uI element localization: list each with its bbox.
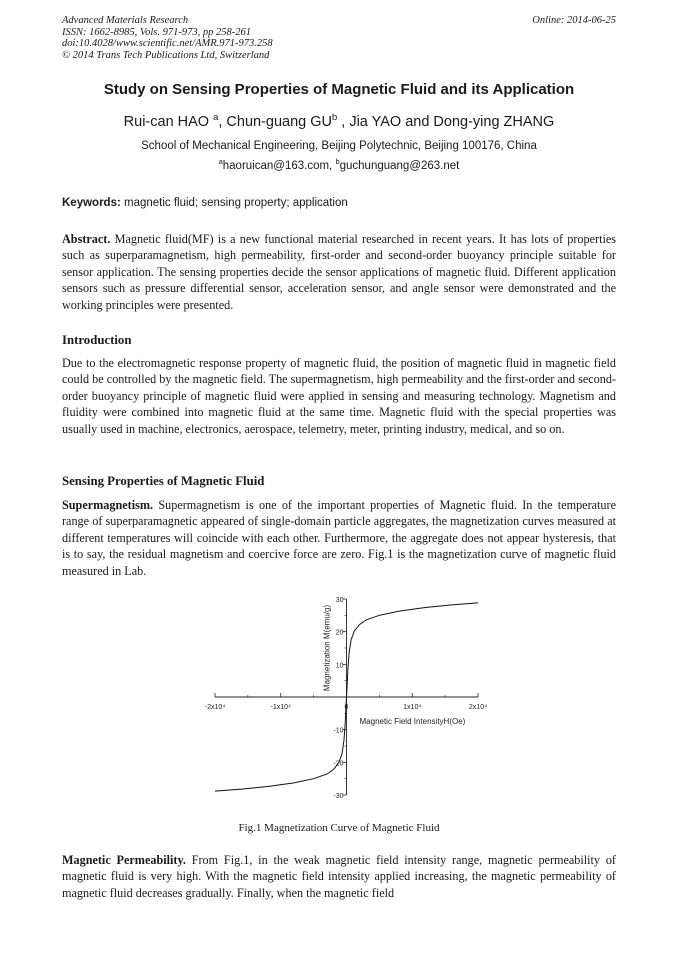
keywords-text: magnetic fluid; sensing property; application: [120, 197, 348, 209]
email-a[interactable]: haoruican@163.com,: [222, 160, 336, 172]
author-2-sup: b: [332, 111, 338, 123]
permeability-text: From Fig.1, in the weak magnetic field intensity range, magnetic permeability of magnetic fluid is very high. With the magnetic field intensity applied increasing, the magnetic permeability of magnetic fluid decreases gradually. Finally, when the magnetic field: [62, 853, 616, 900]
author-rest: , Jia YAO and Dong-ying ZHANG: [337, 114, 555, 130]
x-tick-label: 2x10⁴: [468, 704, 488, 711]
y-tick-label: -30: [333, 793, 344, 800]
x-tick-label: 1x10⁴: [403, 704, 422, 711]
x-axis-label: Magnetic Field IntensityH(Oe): [359, 717, 466, 726]
y-tick-label: -20: [333, 760, 344, 768]
journal-name: Advanced Materials Research: [62, 15, 189, 26]
y-tick-label: 10: [335, 662, 344, 670]
x-tick-label: -1x10⁴: [270, 704, 292, 711]
issn-line: ISSN: 1662-8985, Vols. 971-973, pp 258-261: [62, 26, 251, 38]
y-axis-label: Magnetization M(emu/g): [322, 604, 332, 692]
email-a-sup: a: [218, 157, 223, 167]
author-2: , Chun-guang GU: [218, 114, 333, 130]
y-tick-label: -10: [333, 727, 344, 735]
x-tick-label: -2x10⁴: [204, 704, 226, 711]
author-1: Rui-can HAO: [123, 114, 214, 130]
abstract-text: Magnetic fluid(MF) is a new functional material researched in recent years. It has lots of properties such as superparamagnetism, high permeability, first-order and second-order buoyancy principle suitable for sensor application. The sensing properties decide the sensor applications of magnetic fluid. Different application sensors such as pressure differential sensor, acceleration sensor, and angle sensor were demonstrated and the working principles were presented.: [62, 232, 616, 312]
permeability-label: Magnetic Permeability.: [62, 853, 186, 867]
figure-caption: Fig.1 Magnetization Curve of Magnetic Fluid: [238, 822, 440, 834]
y-tick-label: 20: [335, 629, 344, 637]
abstract-label: Abstract.: [62, 232, 111, 246]
doi-line: doi:10.4028/www.scientific.net/AMR.971-973.258: [62, 38, 273, 50]
supermagnetism-text: Supermagnetism is one of the important properties of Magnetic fluid. In the temperature range of superparamagnetic appeared of single-domain particle aggregates, the magnetization curves measured at different temperatures will coincide with each other. Furthermore, the aggregate does not appear hysteresis, that is to say, the residual magnetism and coercive force are zero. Fig.1 is the magnetization curve of magnetic fluid measured in Lab.: [62, 498, 616, 578]
x-tick-label: 0: [344, 704, 349, 711]
email-b-sup: b: [335, 157, 340, 167]
y-tick-label: 30: [335, 597, 344, 604]
sensing-heading: Sensing Properties of Magnetic Fluid: [62, 474, 265, 488]
introduction-heading: Introduction: [62, 333, 132, 347]
keywords-label: Keywords:: [62, 197, 121, 209]
copyright-line: © 2014 Trans Tech Publications Ltd, Switzerland: [62, 49, 270, 61]
paper-title: Study on Sensing Properties of Magnetic Fluid and its Application: [103, 81, 575, 98]
supermagnetism-label: Supermagnetism.: [62, 498, 154, 512]
online-date: Online: 2014-06-25: [532, 15, 616, 26]
email-b[interactable]: guchunguang@263.net: [339, 160, 460, 172]
introduction-text: Due to the electromagnetic response property of magnetic fluid, the position of magnetic fluid in magnetic field could be controlled by the magnetic field. The supermagnetism, high permeability and the first-order and second-order buoyancy principle of magnetic fluid were applied in sensing and measuring technology. Magnetism and fluidity were combined into magnetic fluid at the same time. Magnetic fluid with the special properties was usually used in machine, electronics, aerospace, telemetry, meter, printing industry, medical, and so on.: [62, 356, 616, 436]
author-1-sup: a: [213, 111, 219, 123]
affiliation: School of Mechanical Engineering, Beijing Polytechnic, Beijing 100176, China: [141, 140, 537, 152]
permeability-paragraph: [62, 852, 616, 901]
